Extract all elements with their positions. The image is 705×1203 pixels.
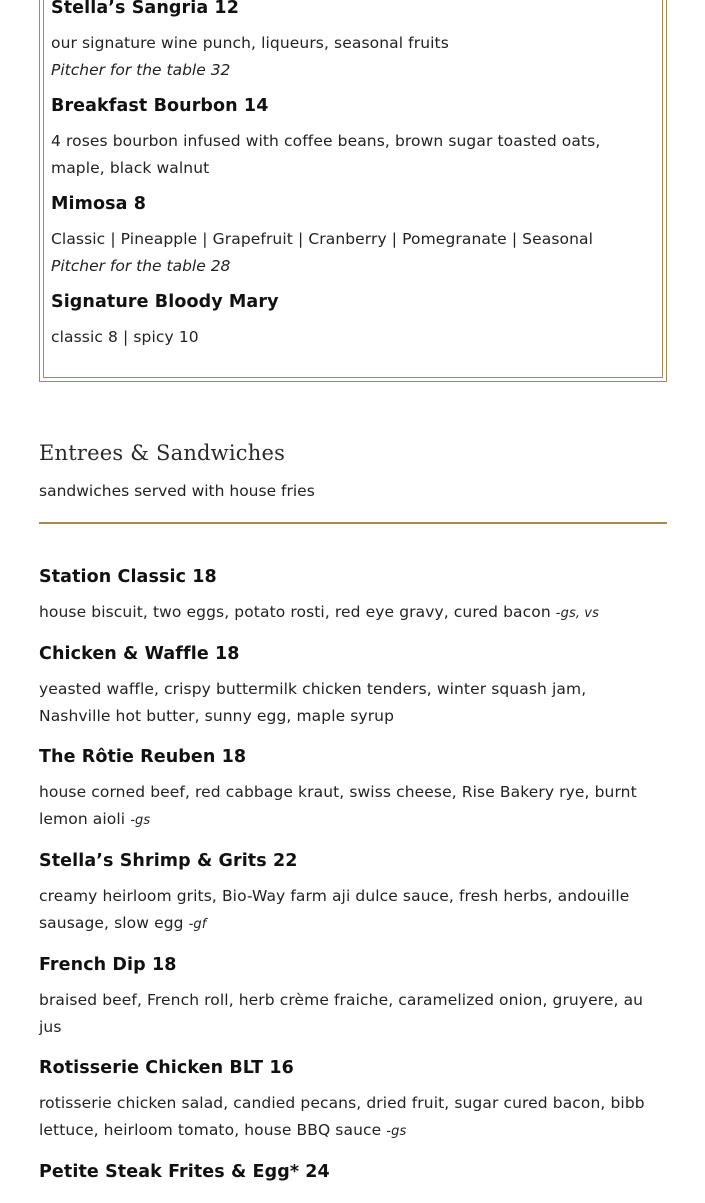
entree-item bbox=[39, 642, 667, 730]
section-subtitle: sandwiches served with house fries bbox=[39, 482, 315, 500]
section-title: Entrees & Sandwiches bbox=[39, 441, 286, 465]
entree-item bbox=[39, 745, 667, 834]
entree-description: creamy heirloom grits, Bio-Way farm aji dulce sauce, fresh herbs, andouille bbox=[39, 887, 630, 905]
entree-description-text: lemon aioli bbox=[39, 810, 131, 828]
entree-description bbox=[39, 910, 667, 938]
drink-description: our signature wine punch, liqueurs, seasonal fruits bbox=[51, 34, 449, 52]
diet-tag: -gs bbox=[386, 1124, 407, 1139]
drink-item bbox=[51, 290, 651, 351]
drink-title: Breakfast Bourbon 14 bbox=[51, 96, 269, 116]
drink-description: 4 roses bourbon infused with coffee beans, brown sugar toasted oats, bbox=[51, 132, 601, 150]
entrees-list bbox=[39, 565, 667, 1184]
entree-description: braised beef, French roll, herb crème fraiche, caramelized onion, gruyere, au bbox=[39, 991, 644, 1009]
entree-description bbox=[39, 806, 667, 834]
entree-item bbox=[39, 565, 667, 627]
entree-description: house corned beef, red cabbage kraut, swiss cheese, Rise Bakery rye, burnt bbox=[39, 783, 637, 801]
entree-description: Nashville hot butter, sunny egg, maple syrup bbox=[39, 707, 395, 725]
drink-item bbox=[51, 94, 651, 182]
entree-description-text: sausage, slow egg bbox=[39, 914, 189, 932]
drink-title: Signature Bloody Mary bbox=[51, 292, 279, 312]
entree-title: Stella’s Shrimp & Grits 22 bbox=[39, 851, 298, 871]
entree-item bbox=[39, 1160, 667, 1184]
entree-title: Petite Steak Frites & Egg* 24 bbox=[39, 1162, 330, 1182]
drink-pitcher-note: Pitcher for the table 28 bbox=[51, 257, 231, 275]
diet-tag: -gs bbox=[130, 813, 151, 828]
diet-tag: -gs, vs bbox=[555, 606, 599, 621]
entree-description-text: lettuce, heirloom tomato, house BBQ sauce bbox=[39, 1121, 387, 1139]
entree-title: French Dip 18 bbox=[39, 955, 177, 975]
entree-title: The Rôtie Reuben 18 bbox=[39, 747, 247, 767]
drink-title: Mimosa 8 bbox=[51, 194, 146, 214]
entree-description bbox=[39, 599, 667, 627]
entree-title: Chicken & Waffle 18 bbox=[39, 644, 240, 664]
drink-item bbox=[51, 192, 651, 280]
entree-description: yeasted waffle, crispy buttermilk chicken tenders, winter squash jam, bbox=[39, 680, 587, 698]
entree-item bbox=[39, 953, 667, 1041]
drink-pitcher-note: Pitcher for the table 32 bbox=[51, 61, 231, 79]
entree-item bbox=[39, 1056, 667, 1145]
drink-item bbox=[51, 0, 651, 84]
entree-description-text: house biscuit, two eggs, potato rosti, red eye gravy, cured bacon bbox=[39, 603, 556, 621]
entree-description: jus bbox=[39, 1018, 62, 1036]
entree-title: Station Classic 18 bbox=[39, 567, 217, 587]
drink-description: maple, black walnut bbox=[51, 159, 210, 177]
drink-title: Stella’s Sangria 12 bbox=[51, 0, 239, 18]
drinks-list bbox=[51, 0, 651, 351]
drink-description: Classic | Pineapple | Grapefruit | Cranberry | Pomegranate | Seasonal bbox=[51, 230, 594, 248]
entree-description bbox=[39, 1117, 667, 1145]
drink-description: classic 8 | spicy 10 bbox=[51, 328, 199, 346]
section-divider bbox=[39, 522, 667, 524]
diet-tag: -gf bbox=[188, 917, 207, 932]
entree-description: rotisserie chicken salad, candied pecans, dried fruit, sugar cured bacon, bibb bbox=[39, 1094, 645, 1112]
entree-title: Rotisserie Chicken BLT 16 bbox=[39, 1058, 294, 1078]
entree-item bbox=[39, 849, 667, 938]
